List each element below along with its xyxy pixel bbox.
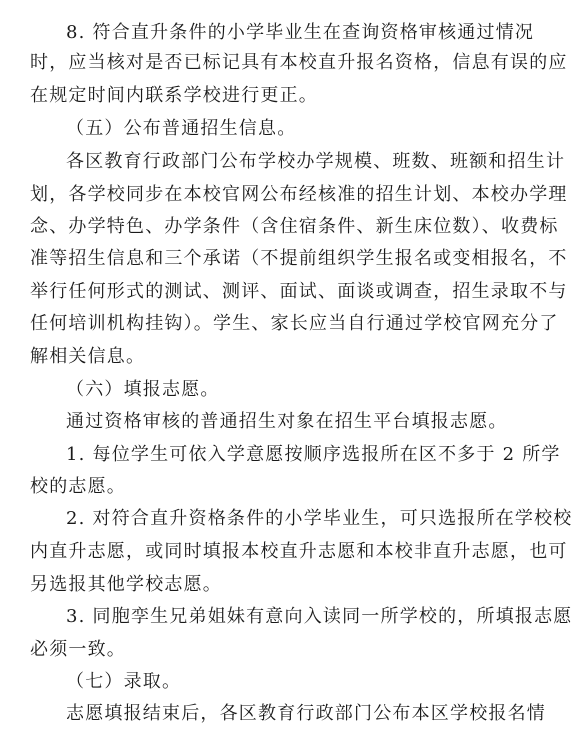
text-line: 准等招生信息和三个承诺（不提前组织学生报名或变相报名，不 <box>30 248 568 269</box>
text-line: 在规定时间内联系学校进行更正。 <box>30 85 318 106</box>
text-line: 必须一致。 <box>30 639 126 660</box>
text-line: 志愿填报结束后，各区教育行政部门公布本区学校报名情 <box>66 703 546 724</box>
text-line: 时，应当核对是否已标记具有本校直升报名资格，信息有误的应 <box>30 52 568 73</box>
text-line: 3. 同胞孪生兄弟姐妹有意向入读同一所学校的，所填报志愿 <box>66 606 573 627</box>
text-line: 校的志愿。 <box>30 476 126 497</box>
text-line: 另选报其他学校志愿。 <box>30 574 222 595</box>
section-heading: （七）录取。 <box>66 671 182 692</box>
text-line: 解相关信息。 <box>30 346 146 367</box>
section-heading: （六）填报志愿。 <box>66 379 220 400</box>
text-line: 划，各学校同步在本校官网公布经核准的招生计划、本校办学理 <box>30 184 568 205</box>
text-line: 通过资格审核的普通招生对象在招生平台填报志愿。 <box>66 411 508 432</box>
text-line: 举行任何形式的测试、测评、面试、面谈或调查，招生录取不与 <box>30 281 568 302</box>
text-line: 内直升志愿，或同时填报本校直升志愿和本校非直升志愿，也可 <box>30 541 568 562</box>
text-line: 任何培训机构挂钩）。学生、家长应当自行通过学校官网充分了 <box>30 313 559 334</box>
text-line: 2. 对符合直升资格条件的小学毕业生，可只选报所在学校校 <box>66 508 573 529</box>
text-line: 8. 符合直升条件的小学毕业生在查询资格审核通过情况 <box>66 22 535 43</box>
text-line: 各区教育行政部门公布学校办学规模、班数、班额和招生计 <box>66 151 566 172</box>
text-line: 念、办学特色、办学条件（含住宿条件、新生床位数）、收费标 <box>30 216 559 237</box>
text-line: 1. 每位学生可依入学意愿按顺序选报所在区不多于 2 所学 <box>66 444 561 465</box>
section-heading: （五）公布普通招生信息。 <box>66 118 297 139</box>
